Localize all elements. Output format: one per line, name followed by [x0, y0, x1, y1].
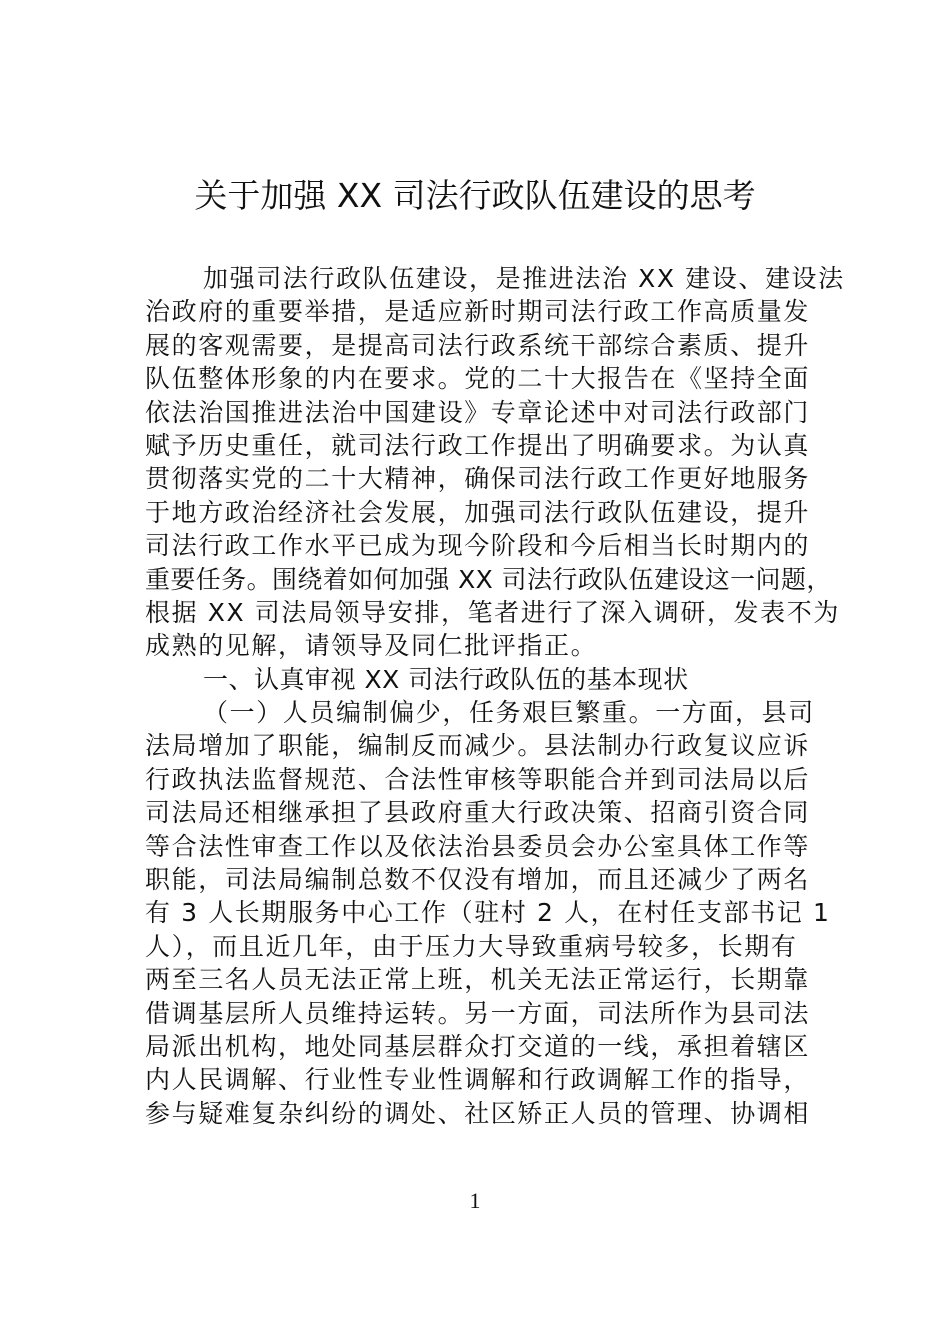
paragraph-line: 于地方政治经济社会发展，加强司法行政队伍建设，提升: [145, 497, 811, 527]
document-title: 关于加强 XX 司法行政队伍建设的思考: [194, 176, 756, 215]
paragraph-line: 内人民调解、行业性专业性调解和行政调解工作的指导，: [145, 1065, 811, 1095]
page-number: 1: [469, 1188, 481, 1213]
paragraph-line: 行政执法监督规范、合法性审核等职能合并到司法局以后: [145, 764, 811, 794]
paragraph-line: 成熟的见解，请领导及同仁批评指正。: [145, 631, 598, 661]
subsection-heading-line: （一）人员编制偏少，任务艰巨繁重。一方面，县司: [203, 698, 815, 728]
paragraph-line: 借调基层所人员维持运转。另一方面，司法所作为县司法: [145, 998, 811, 1028]
paragraph-line: 法局增加了职能，编制反而减少。县法制办行政复议应诉: [145, 731, 811, 761]
paragraph-line: 两至三名人员无法正常上班，机关无法正常运行，长期靠: [145, 965, 811, 995]
paragraph-line: 人），而且近几年，由于压力大导致重病号较多，长期有: [145, 931, 798, 961]
paragraph-line: 参与疑难复杂纠纷的调处、社区矫正人员的管理、协调相: [145, 1098, 811, 1128]
paragraph-line: 加强司法行政队伍建设，是推进法治 XX 建设、建设法: [203, 264, 845, 293]
paragraph-line: 司法局还相继承担了县政府重大行政决策、招商引资合同: [145, 798, 811, 828]
paragraph-line: 根据 XX 司法局领导安排，笔者进行了深入调研，发表不为: [145, 597, 840, 627]
paragraph-line: 贯彻落实党的二十大精神，确保司法行政工作更好地服务: [145, 464, 811, 494]
paragraph-line: 等合法性审查工作以及依法治县委员会办公室具体工作等: [145, 831, 811, 861]
paragraph-line: 有 3 人长期服务中心工作（驻村 2 人，在村任支部书记 1: [145, 898, 831, 928]
paragraph-line: 司法行政工作水平已成为现今阶段和今后相当长时期内的: [145, 531, 811, 561]
paragraph-line: 重要任务。围绕着如何加强 XX 司法行政队伍建设这一问题，: [145, 564, 832, 594]
paragraph-line: 队伍整体形象的内在要求。党的二十大报告在《坚持全面: [145, 364, 811, 394]
paragraph-line: 治政府的重要举措，是适应新时期司法行政工作高质量发: [145, 297, 811, 327]
section-heading: 一、认真审视 XX 司法行政队伍的基本现状: [203, 664, 689, 694]
paragraph-line: 赋予历史重任，就司法行政工作提出了明确要求。为认真: [145, 430, 811, 460]
paragraph-line: 职能，司法局编制总数不仅没有增加，而且还减少了两名: [145, 865, 811, 895]
paragraph-line: 依法治国推进法治中国建设》专章论述中对司法行政部门: [145, 397, 811, 427]
paragraph-line: 展的客观需要，是提高司法行政系统干部综合素质、提升: [145, 330, 811, 360]
paragraph-line: 局派出机构，地处同基层群众打交道的一线，承担着辖区: [145, 1031, 811, 1061]
document-body: [145, 262, 845, 1130]
